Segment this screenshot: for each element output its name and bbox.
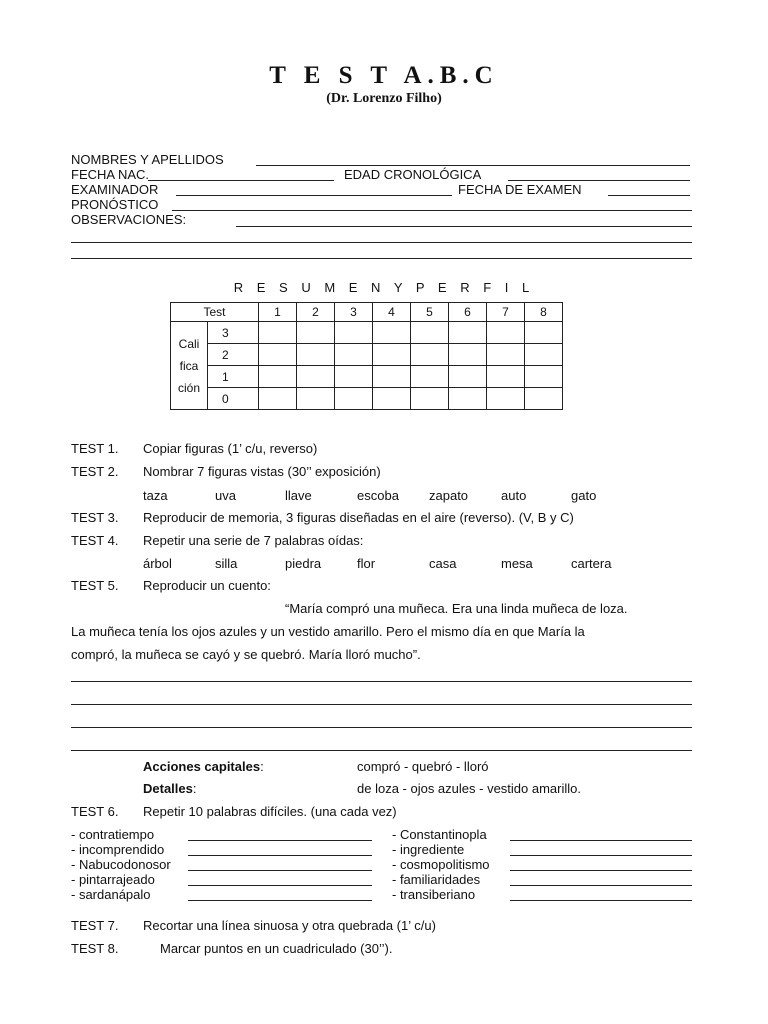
grid-cell[interactable] [297, 322, 335, 344]
test4-word: piedra [285, 556, 322, 571]
difficult-word: - ingrediente [392, 842, 465, 857]
detalles-label: Detalles [143, 781, 193, 796]
examinador-label: EXAMINADOR [71, 182, 159, 197]
grid-cell[interactable] [449, 322, 487, 344]
answer-line [71, 681, 692, 682]
grid-cell[interactable] [259, 322, 297, 344]
difficult-word: - pintarrajeado [71, 872, 155, 887]
score-label: 2 [208, 344, 259, 366]
test5-text: Reproducir un cuento: [143, 578, 271, 593]
story-line-2: La muñeca tenía los ojos azules y un vestido amarillo. Pero el mismo día en que María la [71, 624, 585, 639]
word-answer-line [188, 900, 372, 901]
test4-word: mesa [501, 556, 533, 571]
grid-cell[interactable] [525, 388, 563, 410]
acciones-label: Acciones capitales [143, 759, 261, 774]
summary-title: R E S U M E N Y P E R F I L [233, 280, 535, 295]
edad-line [508, 180, 690, 181]
grid-cell[interactable] [297, 366, 335, 388]
test2-word: llave [285, 488, 312, 503]
test1-text: Copiar figuras (1’ c/u, reverso) [143, 441, 318, 456]
grid-cell[interactable] [297, 388, 335, 410]
test3-text: Reproducir de memoria, 3 figuras diseñadas en el aire (reverso). (V, B y C) [143, 510, 574, 525]
observaciones-label: OBSERVACIONES: [71, 212, 187, 227]
difficult-word: - sardanápalo [71, 887, 151, 902]
test4-word: silla [215, 556, 238, 571]
difficult-word: - Nabucodonosor [71, 857, 171, 872]
test6-label: TEST 6. [71, 804, 119, 819]
grid-cell[interactable] [297, 344, 335, 366]
test1-label: TEST 1. [71, 441, 119, 456]
col-header: 1 [259, 303, 297, 322]
grid-cell[interactable] [449, 344, 487, 366]
grid-cell[interactable] [487, 344, 525, 366]
grid-cell[interactable] [411, 344, 449, 366]
grid-cell[interactable] [525, 366, 563, 388]
observaciones-line-3 [71, 258, 692, 259]
word-answer-line [188, 885, 372, 886]
grid-cell[interactable] [373, 388, 411, 410]
test2-label: TEST 2. [71, 464, 119, 479]
difficult-word: - transiberiano [392, 887, 476, 902]
score-label: 1 [208, 366, 259, 388]
calificacion-label [171, 322, 208, 410]
fecha-examen-label: FECHA DE EXAMEN [458, 182, 582, 197]
col-header: 8 [525, 303, 563, 322]
pronostico-line [172, 210, 692, 211]
acciones-row [143, 759, 264, 774]
word-answer-line [188, 840, 372, 841]
acciones-values: compró - quebró - lloró [357, 759, 489, 774]
grid-cell[interactable] [411, 366, 449, 388]
col-header: 7 [487, 303, 525, 322]
score-label: 3 [208, 322, 259, 344]
grid-cell[interactable] [487, 322, 525, 344]
difficult-word: - cosmopolitismo [392, 857, 490, 872]
calificacion-part: Cali [178, 336, 200, 351]
fecha-nac-line [148, 180, 334, 181]
word-answer-line [510, 840, 692, 841]
difficult-word: - familiaridades [392, 872, 481, 887]
document-subtitle: (Dr. Lorenzo Filho) [326, 91, 442, 106]
word-answer-line [188, 855, 372, 856]
test2-word: escoba [357, 488, 399, 503]
fecha-examen-line [608, 195, 690, 196]
test4-text: Repetir una serie de 7 palabras oídas: [143, 533, 364, 548]
test2-word: taza [143, 488, 168, 503]
test7-label: TEST 7. [71, 918, 119, 933]
grid-cell[interactable] [335, 322, 373, 344]
grid-cell[interactable] [373, 344, 411, 366]
test7-text: Recortar una línea sinuosa y otra quebrada (1’ c/u) [143, 918, 436, 933]
test4-label: TEST 4. [71, 533, 119, 548]
word-answer-line [188, 870, 372, 871]
grid-cell[interactable] [259, 366, 297, 388]
grid-cell[interactable] [373, 322, 411, 344]
detalles-values: de loza - ojos azules - vestido amarillo. [357, 781, 581, 796]
answer-line [71, 727, 692, 728]
detalles-row [143, 781, 197, 796]
test3-label: TEST 3. [71, 510, 119, 525]
story-line-3: compró, la muñeca se cayó y se quebró. María lloró mucho”. [71, 647, 421, 662]
test4-word: cartera [571, 556, 612, 571]
test4-word: flor [357, 556, 376, 571]
answer-line [71, 704, 692, 705]
word-answer-line [510, 900, 692, 901]
grid-cell[interactable] [259, 388, 297, 410]
test2-word: uva [215, 488, 236, 503]
grid-cell[interactable] [259, 344, 297, 366]
difficult-word: - incomprendido [71, 842, 165, 857]
col-header: 2 [297, 303, 335, 322]
difficult-word: - Constantinopla [392, 827, 487, 842]
nombres-line [256, 165, 690, 166]
observaciones-line [236, 226, 692, 227]
acciones-colon: : [260, 759, 264, 774]
detalles-colon: : [192, 781, 197, 796]
word-answer-line [510, 870, 692, 871]
grid-cell[interactable] [411, 388, 449, 410]
test4-word: casa [429, 556, 457, 571]
fecha-nac-label: FECHA NAC. [71, 167, 150, 182]
difficult-word: - contratiempo [71, 827, 155, 842]
col-header: 5 [411, 303, 449, 322]
grid-cell[interactable] [449, 388, 487, 410]
calificacion-part: fica [179, 358, 199, 373]
grid-cell[interactable] [525, 322, 563, 344]
observaciones-line-2 [71, 242, 692, 243]
col-header: 4 [373, 303, 411, 322]
grid-cell[interactable] [335, 366, 373, 388]
grid-cell[interactable] [335, 388, 373, 410]
calificacion-part: ción [177, 380, 200, 395]
test4-word: árbol [143, 556, 172, 571]
test5-label: TEST 5. [71, 578, 119, 593]
col-header: 6 [449, 303, 487, 322]
examinador-line [176, 195, 452, 196]
test2-word: zapato [429, 488, 469, 503]
test2-word: gato [571, 488, 597, 503]
story-line-1: “María compró una muñeca. Era una linda muñeca de loza. [285, 601, 628, 616]
score-label: 0 [208, 388, 259, 410]
test2-text: Nombrar 7 figuras vistas (30’’ exposición) [143, 464, 381, 479]
test2-word: auto [501, 488, 527, 503]
test8-label: TEST 8. [71, 941, 119, 956]
grid-cell[interactable] [487, 388, 525, 410]
test8-text: Marcar puntos en un cuadriculado (30’’). [160, 941, 393, 956]
grid-cell[interactable] [525, 344, 563, 366]
grid-cell[interactable] [487, 366, 525, 388]
test6-text: Repetir 10 palabras difíciles. (una cada vez) [143, 804, 397, 819]
grid-cell[interactable] [449, 366, 487, 388]
grid-cell[interactable] [411, 322, 449, 344]
nombres-label: NOMBRES Y APELLIDOS [71, 152, 224, 167]
grid-cell[interactable] [373, 366, 411, 388]
grid-cell[interactable] [335, 344, 373, 366]
col-header: 3 [335, 303, 373, 322]
pronostico-label: PRONÓSTICO [71, 197, 159, 212]
summary-grid [170, 302, 563, 410]
word-answer-line [510, 885, 692, 886]
answer-line [71, 750, 692, 751]
edad-label: EDAD CRONOLÓGICA [344, 167, 482, 182]
word-answer-line [510, 855, 692, 856]
document-title: T E S T A.B.C [269, 62, 499, 89]
test-header: Test [171, 303, 259, 322]
